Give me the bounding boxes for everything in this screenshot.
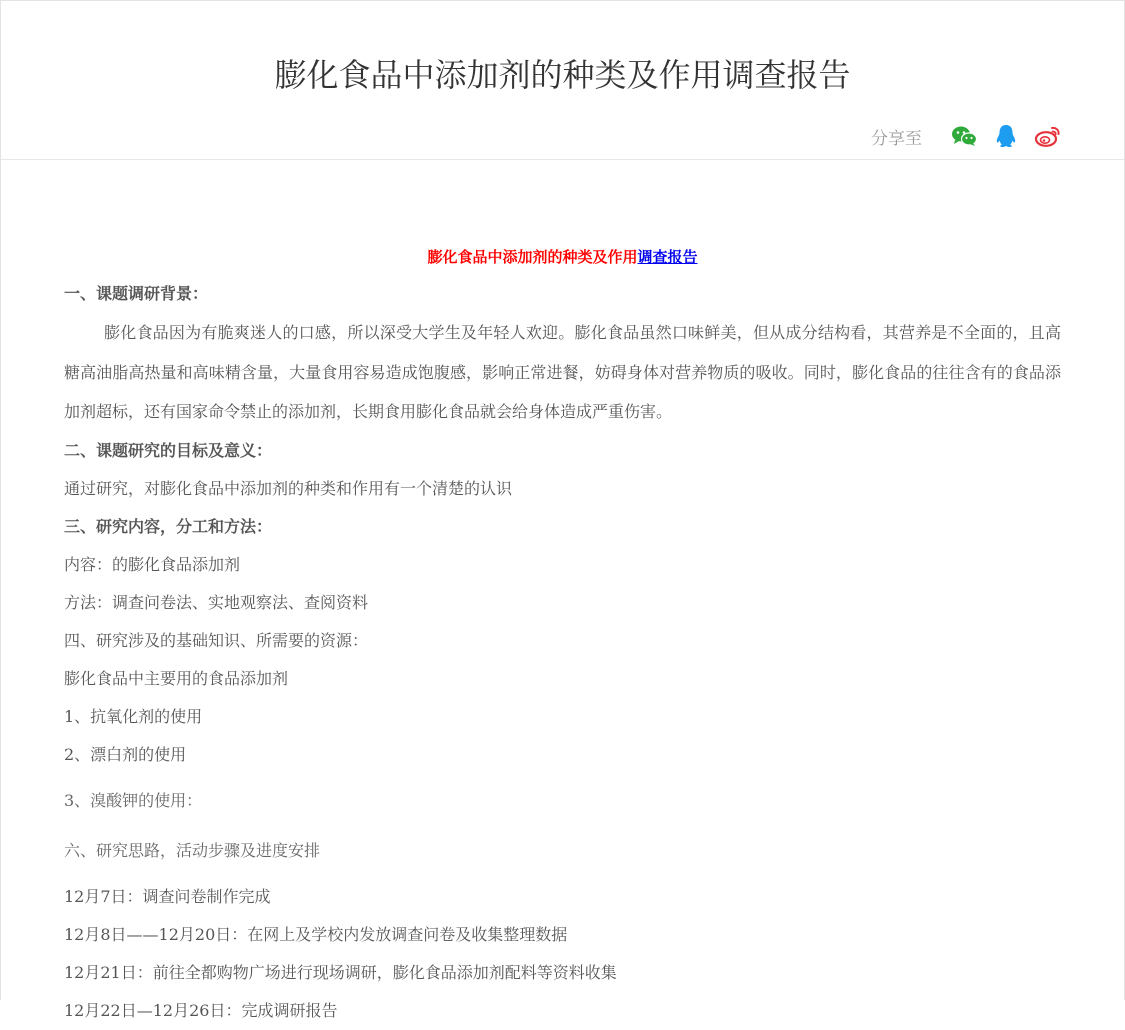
- article-title-text: 膨化食品中添加剂的种类及作用: [427, 248, 638, 266]
- schedule-item: 12月8日——12月20日：在网上及学校内发放调查问卷及收集整理数据: [64, 924, 568, 944]
- header: [1, 1, 1124, 160]
- list-item: 2、漂白剂的使用: [64, 744, 187, 764]
- report-link[interactable]: 调查报告: [637, 248, 698, 266]
- section2-heading: 二、课题研究的目标及意义：: [64, 440, 273, 460]
- schedule-item: 12月21日：前往全都购物广场进行现场调研，膨化食品添加剂配料等资料收集: [64, 962, 617, 982]
- section4-heading: 四、研究涉及的基础知识、所需要的资源：: [64, 630, 369, 650]
- share-label: 分享至: [871, 128, 922, 149]
- schedule-item: 12月22日—12月26日：完成调研报告: [64, 1000, 338, 1020]
- article-body: [64, 239, 1061, 1030]
- section3-content: 内容：的膨化食品添加剂: [64, 554, 241, 574]
- section2-body: 通过研究，对膨化食品中添加剂的种类和作用有一个清楚的认识: [64, 478, 513, 498]
- share-bar: [871, 121, 1062, 151]
- section1-body: 膨化食品因为有脆爽迷人的口感，所以深受大学生及年轻人欢迎。膨化食品虽然口味鲜美，但从成分结构看，其营养是不全面的，且高糖高油脂高热量和高味精含量，大量食用容易造成饱腹感，影响正常进餐，妨碍身体对营养物质的吸收。同时，膨化食品的往往含有的食品添加剂超标，还有国家命令禁止的添加剂，长期食用膨化食品就会给身体造成严重伤害。: [64, 323, 1061, 421]
- section1-heading: 一、课题调研背景：: [64, 284, 209, 303]
- list-item: 1、抗氧化剂的使用: [64, 706, 203, 726]
- section4-intro: 膨化食品中主要用的食品添加剂: [64, 668, 289, 688]
- section3-heading: 三、研究内容，分工和方法：: [64, 516, 273, 536]
- list-item: 3、溴酸钾的使用：: [64, 790, 203, 810]
- weibo-icon[interactable]: [1034, 122, 1062, 150]
- section3-method: 方法：调查问卷法、实地观察法、查阅资料: [64, 592, 369, 612]
- qq-icon[interactable]: [992, 122, 1020, 150]
- schedule-item: 12月7日：调查问卷制作完成: [64, 886, 271, 906]
- wechat-icon[interactable]: [950, 122, 978, 150]
- article-title: [64, 247, 1061, 267]
- page-title: 膨化食品中添加剂的种类及作用调查报告: [274, 56, 851, 94]
- section6-heading: 六、研究思路，活动步骤及进度安排: [64, 840, 321, 860]
